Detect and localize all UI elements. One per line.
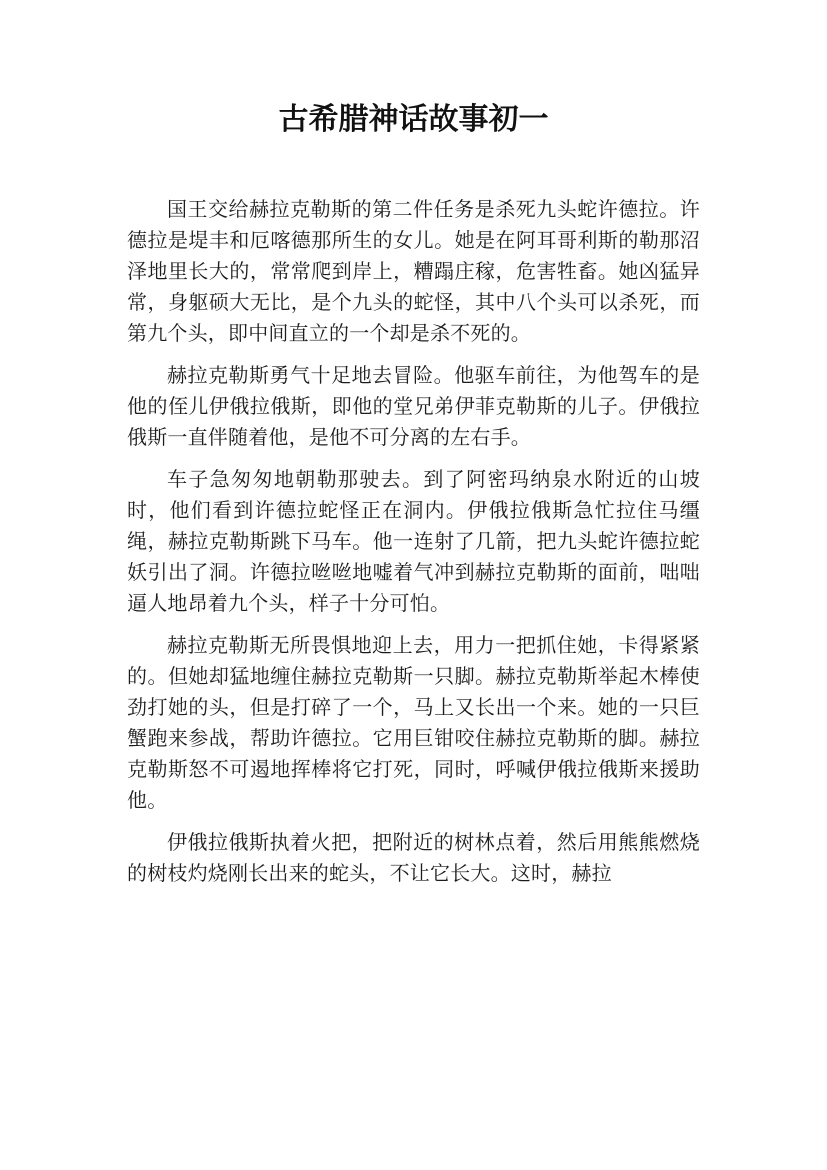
paragraph: 赫拉克勒斯勇气十足地去冒险。他驱车前往，为他驾车的是他的侄儿伊俄拉俄斯，即他的堂兄弟伊菲克勒斯的儿子。伊俄拉俄斯一直伴随着他，是他不可分离的左右手。 (127, 363, 700, 449)
paragraph: 伊俄拉俄斯执着火把，把附近的树林点着，然后用熊熊燃烧的树枝灼烧刚长出来的蛇头，不让它长大。这时，赫拉 (127, 830, 700, 885)
document-title: 古希腊神话故事初一 (278, 102, 549, 137)
paragraph: 车子急匆匆地朝勒那驶去。到了阿密玛纳泉水附近的山坡时，他们看到许德拉蛇怪正在洞内。伊俄拉俄斯急忙拉住马缰绳，赫拉克勒斯跳下马车。他一连射了几箭，把九头蛇许德拉蛇妖引出了洞。许德拉咝咝地嘘着气冲到赫拉克勒斯的面前，咄咄逼人地昂着九个头，样子十分可怕。 (127, 467, 700, 615)
paragraph: 赫拉克勒斯无所畏惧地迎上去，用力一把抓住她，卡得紧紧的。但她却猛地缠住赫拉克勒斯一只脚。赫拉克勒斯举起木棒使劲打她的头，但是打碎了一个，马上又长出一个来。她的一只巨蟹跑来参战，帮助许德拉。它用巨钳咬住赫拉克勒斯的脚。赫拉克勒斯怒不可遏地挥棒将它打死，同时，呼喊伊俄拉俄斯来援助他。 (127, 633, 700, 812)
document-body (127, 194, 700, 900)
paragraph: 国王交给赫拉克勒斯的第二件任务是杀死九头蛇许德拉。许德拉是堤丰和厄喀德那所生的女儿。她是在阿耳哥利斯的勒那沼泽地里长大的，常常爬到岸上，糟蹋庄稼，危害牲畜。她凶猛异常，身躯硕大无比，是个九头的蛇怪，其中八个头可以杀死，而第九个头，即中间直立的一个却是杀不死的。 (127, 197, 700, 345)
